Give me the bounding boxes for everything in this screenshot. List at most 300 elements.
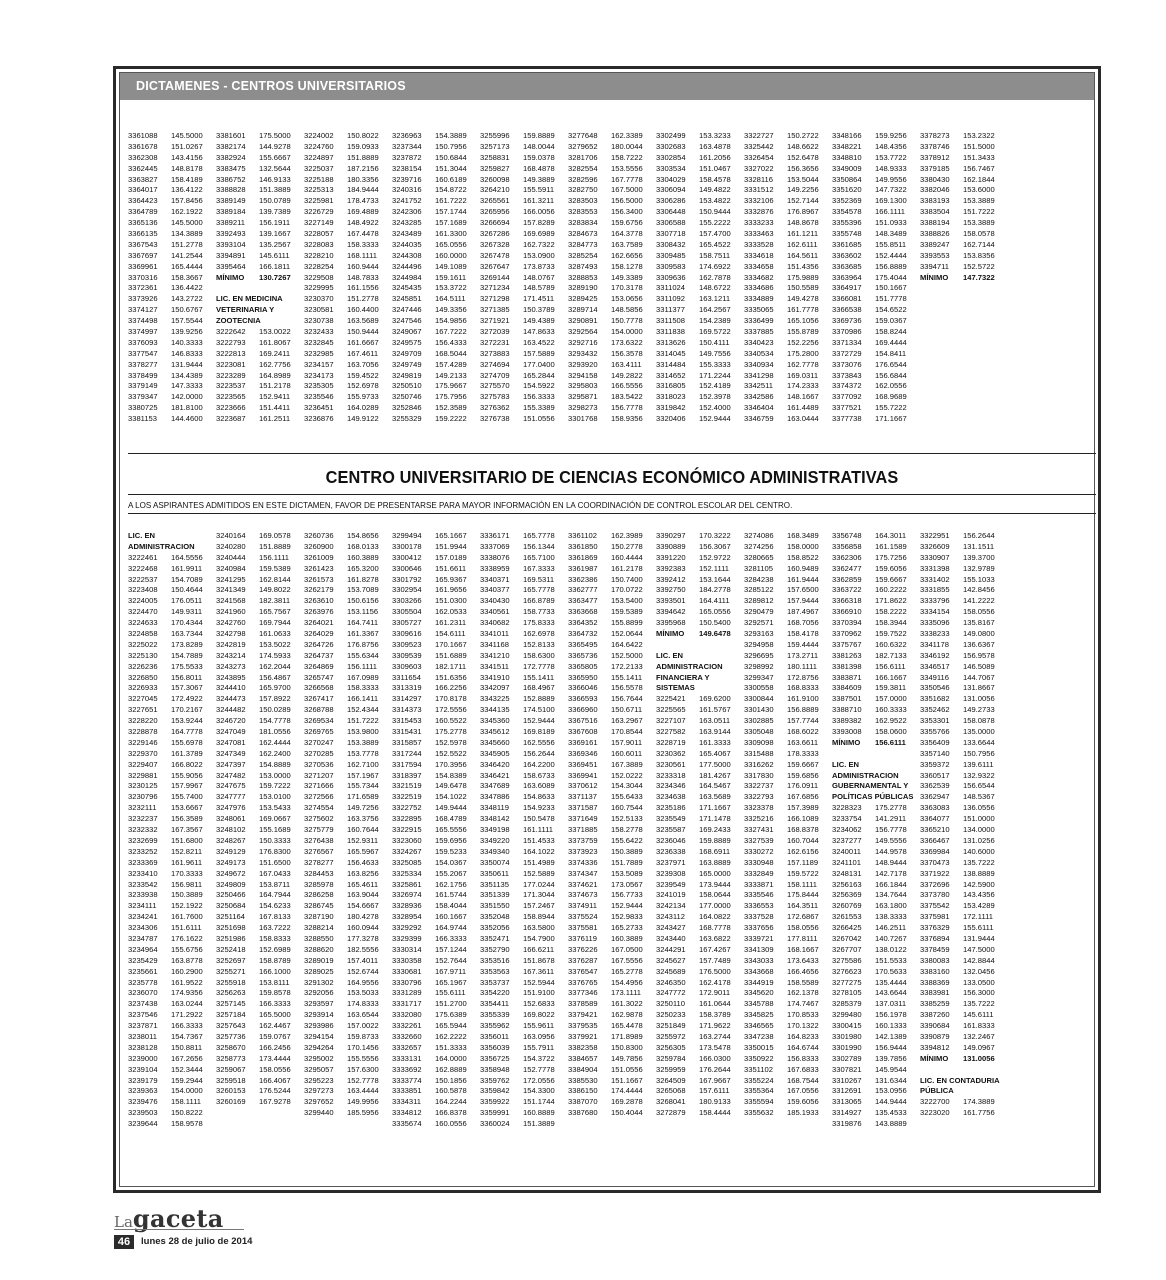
applicant-score: 176.8967 bbox=[787, 207, 819, 217]
applicant-score: 163.0244 bbox=[171, 999, 203, 1009]
applicant-row bbox=[920, 564, 1005, 575]
applicant-id: 3337528 bbox=[744, 912, 774, 922]
applicant-row bbox=[656, 760, 741, 771]
applicant-score: 184.9444 bbox=[347, 185, 379, 195]
applicant-score: 155.2222 bbox=[699, 218, 731, 228]
applicant-row bbox=[656, 999, 741, 1010]
applicant-score: 162.7144 bbox=[963, 239, 995, 249]
applicant-row bbox=[568, 988, 653, 999]
applicant-score: 149.3889 bbox=[523, 174, 555, 184]
applicant-row bbox=[392, 618, 477, 629]
applicant-row bbox=[392, 956, 477, 967]
applicant-id: 3388828 bbox=[216, 185, 246, 195]
minimum-label: MÍNIMO bbox=[216, 272, 245, 282]
applicant-row bbox=[568, 251, 653, 262]
applicant-row bbox=[744, 618, 829, 629]
applicant-id: 3363602 bbox=[832, 250, 862, 260]
applicant-id: 3222700 bbox=[920, 1097, 950, 1107]
applicant-id: 3375767 bbox=[832, 639, 862, 649]
applicant-row bbox=[744, 294, 829, 305]
applicant-score: 161.9444 bbox=[787, 574, 819, 584]
applicant-id: 3276623 bbox=[832, 966, 862, 976]
applicant-row bbox=[392, 662, 477, 673]
applicant-row bbox=[920, 673, 1005, 684]
applicant-id: 3354578 bbox=[832, 207, 862, 217]
applicant-score: 175.6389 bbox=[435, 1010, 467, 1020]
applicant-id: 3376765 bbox=[568, 977, 598, 987]
applicant-id: 3361685 bbox=[832, 239, 862, 249]
applicant-id: 3271921 bbox=[480, 316, 510, 326]
applicant-id: 3261009 bbox=[304, 552, 334, 562]
applicant-score: 139.9256 bbox=[171, 327, 203, 337]
applicant-row bbox=[304, 1076, 389, 1087]
applicant-id: 3359762 bbox=[480, 1075, 510, 1085]
applicant-score: 161.1556 bbox=[347, 283, 379, 293]
applicant-id: 3294158 bbox=[568, 370, 598, 380]
applicant-score: 174.5933 bbox=[259, 650, 291, 660]
applicant-id: 3340682 bbox=[480, 618, 510, 628]
applicant-id: 3270285 bbox=[304, 748, 334, 758]
applicant-id: 3378273 bbox=[920, 131, 950, 140]
applicant-row bbox=[128, 1065, 213, 1076]
applicant-score: 159.8578 bbox=[259, 988, 291, 998]
applicant-score: 168.1667 bbox=[787, 944, 819, 954]
applicant-row bbox=[920, 760, 1005, 771]
applicant-id: 3247349 bbox=[216, 748, 246, 758]
applicant-score: 170.5633 bbox=[875, 966, 907, 976]
applicant-id: 3274709 bbox=[480, 370, 510, 380]
applicant-id: 3249709 bbox=[392, 348, 422, 358]
applicant-score: 157.8922 bbox=[259, 694, 291, 704]
applicant-row bbox=[568, 967, 653, 978]
applicant-score: 156.4333 bbox=[435, 337, 467, 347]
applicant-score: 166.1411 bbox=[347, 694, 379, 704]
applicant-id: 3342586 bbox=[744, 392, 774, 402]
applicant-id: 3361678 bbox=[128, 141, 158, 151]
applicant-id: 3236876 bbox=[304, 414, 334, 424]
applicant-id: 3340430 bbox=[480, 596, 510, 606]
applicant-row bbox=[304, 694, 389, 705]
applicant-score: 161.2311 bbox=[435, 618, 467, 628]
applicant-id: 3370316 bbox=[128, 272, 158, 282]
results-column bbox=[392, 131, 480, 425]
applicant-score: 162.2222 bbox=[435, 1031, 467, 1041]
applicant-id: 3230561 bbox=[656, 759, 686, 769]
applicant-id: 3300178 bbox=[392, 541, 422, 551]
applicant-row bbox=[128, 251, 213, 262]
applicant-row bbox=[128, 1032, 213, 1043]
applicant-score: 160.4444 bbox=[611, 552, 643, 562]
applicant-id: 3249129 bbox=[216, 846, 246, 856]
applicant-score: 150.3789 bbox=[523, 305, 555, 315]
applicant-row bbox=[744, 912, 829, 923]
applicant-id: 3369451 bbox=[568, 759, 598, 769]
applicant-id: 3243112 bbox=[656, 912, 685, 922]
applicant-row bbox=[832, 673, 917, 684]
applicant-row bbox=[392, 705, 477, 716]
applicant-row bbox=[216, 327, 301, 338]
applicant-row bbox=[128, 607, 213, 618]
applicant-score: 154.8889 bbox=[259, 759, 291, 769]
applicant-row bbox=[304, 934, 389, 945]
applicant-row bbox=[832, 912, 917, 923]
applicant-id: 3285978 bbox=[304, 879, 334, 889]
applicant-score: 154.9856 bbox=[435, 316, 467, 326]
applicant-row bbox=[216, 1076, 301, 1087]
applicant-score: 154.5922 bbox=[523, 381, 555, 391]
applicant-id: 3240444 bbox=[216, 552, 246, 562]
applicant-score: 154.3300 bbox=[523, 1086, 555, 1096]
applicant-row bbox=[480, 596, 565, 607]
applicant-score: 148.6622 bbox=[787, 141, 819, 151]
applicant-score: 158.4444 bbox=[699, 1108, 731, 1118]
applicant-row bbox=[304, 825, 389, 836]
applicant-id: 3343225 bbox=[480, 694, 510, 704]
applicant-score: 163.4878 bbox=[699, 141, 731, 151]
applicant-row bbox=[392, 1119, 477, 1130]
applicant-id: 3395968 bbox=[656, 618, 686, 628]
applicant-row bbox=[656, 890, 741, 901]
applicant-score: 151.2778 bbox=[347, 294, 379, 304]
applicant-score: 154.6667 bbox=[347, 901, 379, 911]
applicant-id: 3224002 bbox=[304, 131, 334, 140]
applicant-score: 156.3578 bbox=[611, 348, 643, 358]
applicant-id: 3330681 bbox=[392, 966, 422, 976]
applicant-row bbox=[920, 749, 1005, 760]
applicant-id: 3301792 bbox=[392, 574, 422, 584]
applicant-row bbox=[920, 890, 1005, 901]
program-heading: ZOOTECNIA bbox=[216, 316, 261, 326]
applicant-row bbox=[128, 316, 213, 327]
applicant-row bbox=[568, 662, 653, 673]
applicant-row bbox=[920, 836, 1005, 847]
applicant-score: 154.3044 bbox=[611, 781, 643, 791]
applicant-row bbox=[920, 585, 1005, 596]
applicant-id: 3293163 bbox=[744, 629, 774, 639]
applicant-row bbox=[392, 338, 477, 349]
applicant-id: 3373843 bbox=[832, 370, 862, 380]
applicant-score: 151.6500 bbox=[259, 857, 291, 867]
applicant-row bbox=[304, 262, 389, 273]
applicant-row bbox=[832, 218, 917, 229]
applicant-row bbox=[920, 934, 1005, 945]
applicant-id: 3332657 bbox=[392, 1042, 422, 1052]
applicant-score: 154.0000 bbox=[611, 327, 643, 337]
applicant-id: 3362477 bbox=[832, 563, 862, 573]
applicant-score: 160.1667 bbox=[435, 912, 467, 922]
program-heading: PÚBLICA bbox=[920, 1086, 954, 1096]
applicant-row bbox=[480, 283, 565, 294]
applicant-id: 3363083 bbox=[920, 803, 950, 813]
applicant-id: 3334154 bbox=[920, 607, 950, 617]
applicant-id: 3383160 bbox=[920, 966, 950, 976]
applicant-row bbox=[392, 999, 477, 1010]
applicant-row bbox=[920, 1010, 1005, 1021]
results-column bbox=[480, 131, 568, 425]
applicant-id: 3244291 bbox=[656, 944, 686, 954]
applicant-row bbox=[480, 705, 565, 716]
applicant-score: 152.9444 bbox=[523, 716, 555, 726]
applicant-row bbox=[216, 229, 301, 240]
applicant-id: 3369736 bbox=[832, 316, 862, 326]
applicant-row bbox=[656, 142, 741, 153]
applicant-row bbox=[392, 294, 477, 305]
applicant-row bbox=[656, 1065, 741, 1076]
applicant-score: 152.6978 bbox=[347, 381, 379, 391]
applicant-id: 3303266 bbox=[392, 596, 422, 606]
applicant-id: 3247777 bbox=[216, 792, 246, 802]
applicant-id: 3378746 bbox=[920, 141, 950, 151]
applicant-row bbox=[832, 607, 917, 618]
applicant-row bbox=[568, 803, 653, 814]
applicant-row bbox=[480, 683, 565, 694]
applicant-id: 3395464 bbox=[216, 261, 246, 271]
applicant-row bbox=[392, 1032, 477, 1043]
applicant-score: 135.4533 bbox=[875, 1108, 907, 1118]
applicant-score: 160.6322 bbox=[875, 639, 907, 649]
applicant-row bbox=[920, 262, 1005, 273]
applicant-row bbox=[480, 553, 565, 564]
applicant-row bbox=[216, 803, 301, 814]
applicant-score: 157.1967 bbox=[347, 770, 379, 780]
applicant-id: 3335674 bbox=[392, 1119, 422, 1129]
applicant-id: 3250510 bbox=[392, 381, 422, 391]
applicant-score: 156.5578 bbox=[611, 683, 643, 693]
applicant-row bbox=[920, 956, 1005, 967]
program-heading: LIC. EN bbox=[656, 650, 684, 660]
applicant-score: 158.4578 bbox=[699, 174, 731, 184]
applicant-id: 3334889 bbox=[744, 294, 774, 304]
applicant-score: 172.8756 bbox=[787, 672, 819, 682]
applicant-id: 3305504 bbox=[392, 607, 422, 617]
applicant-row bbox=[832, 283, 917, 294]
applicant-id: 3225188 bbox=[304, 174, 334, 184]
applicant-id: 3287190 bbox=[304, 912, 334, 922]
applicant-id: 3351102 bbox=[744, 1064, 773, 1074]
applicant-row bbox=[216, 542, 301, 553]
applicant-id: 3393553 bbox=[920, 250, 950, 260]
applicant-row bbox=[304, 381, 389, 392]
applicant-score: 158.5589 bbox=[787, 977, 819, 987]
spacer-row bbox=[920, 1065, 1005, 1076]
applicant-score: 158.8789 bbox=[259, 955, 291, 965]
applicant-id: 3355748 bbox=[832, 229, 862, 239]
applicant-id: 3382358 bbox=[568, 1042, 598, 1052]
applicant-row bbox=[744, 738, 829, 749]
applicant-row bbox=[216, 651, 301, 662]
program-heading: ADMINISTRACION bbox=[832, 770, 899, 780]
applicant-row bbox=[832, 207, 917, 218]
applicant-score: 157.6111 bbox=[699, 1086, 730, 1096]
applicant-row bbox=[480, 371, 565, 382]
applicant-row bbox=[832, 131, 917, 142]
applicant-row bbox=[216, 196, 301, 207]
applicant-score: 162.9878 bbox=[611, 1010, 643, 1020]
applicant-id: 3309583 bbox=[656, 261, 686, 271]
applicant-score: 157.4289 bbox=[435, 359, 467, 369]
applicant-id: 3284773 bbox=[568, 239, 598, 249]
applicant-score: 174.9356 bbox=[171, 988, 203, 998]
applicant-row bbox=[656, 403, 741, 414]
applicant-score: 167.6833 bbox=[787, 1064, 819, 1074]
applicant-row bbox=[568, 869, 653, 880]
applicant-row bbox=[392, 273, 477, 284]
applicant-score: 156.7778 bbox=[875, 825, 907, 835]
applicant-row bbox=[128, 825, 213, 836]
applicant-id: 3300844 bbox=[744, 694, 774, 704]
applicant-id: 3251849 bbox=[656, 1021, 686, 1031]
applicant-id: 3378589 bbox=[568, 999, 598, 1009]
applicant-score: 149.3356 bbox=[435, 305, 467, 315]
applicant-id: 3383475 bbox=[216, 163, 246, 173]
applicant-score: 153.9244 bbox=[171, 716, 203, 726]
applicant-id: 3389211 bbox=[216, 218, 245, 228]
applicant-score: 160.9489 bbox=[787, 563, 819, 573]
applicant-row bbox=[216, 381, 301, 392]
applicant-row bbox=[480, 836, 565, 847]
applicant-id: 3224633 bbox=[128, 618, 158, 628]
applicant-row bbox=[304, 196, 389, 207]
applicant-id: 3230581 bbox=[304, 305, 334, 315]
applicant-row bbox=[128, 683, 213, 694]
applicant-score: 169.7944 bbox=[259, 618, 291, 628]
applicant-id: 3293432 bbox=[568, 348, 598, 358]
applicant-score: 168.5044 bbox=[435, 348, 467, 358]
applicant-id: 3229995 bbox=[304, 283, 334, 293]
applicant-row bbox=[920, 196, 1005, 207]
applicant-score: 173.8289 bbox=[171, 639, 203, 649]
applicant-score: 155.7344 bbox=[347, 781, 379, 791]
applicant-id: 3345612 bbox=[480, 727, 510, 737]
applicant-row bbox=[216, 251, 301, 262]
applicant-id: 3322793 bbox=[744, 792, 774, 802]
applicant-score: 157.5889 bbox=[523, 348, 555, 358]
applicant-id: 3260169 bbox=[216, 1097, 246, 1107]
applicant-id: 3333528 bbox=[744, 239, 774, 249]
applicant-score: 164.5556 bbox=[171, 552, 203, 562]
applicant-row bbox=[656, 814, 741, 825]
applicant-id: 3235546 bbox=[304, 392, 334, 402]
applicant-score: 152.4000 bbox=[699, 403, 731, 413]
applicant-score: 162.3989 bbox=[611, 531, 643, 540]
applicant-score: 177.0244 bbox=[523, 879, 555, 889]
applicant-id: 3337656 bbox=[744, 923, 774, 933]
applicant-id: 3369346 bbox=[568, 748, 598, 758]
applicant-row bbox=[392, 596, 477, 607]
applicant-id: 3232237 bbox=[128, 814, 158, 824]
applicant-row bbox=[392, 683, 477, 694]
applicant-row bbox=[304, 131, 389, 142]
applicant-row bbox=[392, 392, 477, 403]
applicant-score: 167.0556 bbox=[787, 1086, 819, 1096]
applicant-row bbox=[744, 1076, 829, 1087]
applicant-id: 3355224 bbox=[744, 1075, 774, 1085]
applicant-id: 3243427 bbox=[656, 923, 686, 933]
applicant-id: 3272231 bbox=[480, 337, 510, 347]
applicant-row bbox=[304, 945, 389, 956]
applicant-id: 3235186 bbox=[656, 803, 686, 813]
applicant-score: 158.4178 bbox=[787, 629, 819, 639]
applicant-row bbox=[920, 553, 1005, 564]
applicant-row bbox=[392, 564, 477, 575]
applicant-score: 157.1744 bbox=[435, 207, 467, 217]
applicant-row bbox=[568, 207, 653, 218]
applicant-id: 3388826 bbox=[920, 229, 950, 239]
applicant-score: 152.5978 bbox=[435, 737, 467, 747]
applicant-id: 3291302 bbox=[304, 977, 334, 987]
applicant-score: 164.8233 bbox=[787, 1031, 819, 1041]
applicant-score: 166.8378 bbox=[435, 1108, 467, 1118]
applicant-row bbox=[568, 371, 653, 382]
applicant-id: 3340534 bbox=[744, 348, 774, 358]
applicant-score: 151.7778 bbox=[875, 294, 907, 304]
applicant-id: 3257184 bbox=[216, 1010, 246, 1020]
applicant-score: 150.8300 bbox=[611, 1042, 643, 1052]
applicant-id: 3346517 bbox=[920, 661, 950, 671]
applicant-row bbox=[568, 185, 653, 196]
section-header: DICTAMENES - CENTROS UNIVERSITARIOS bbox=[120, 73, 1094, 100]
applicant-id: 3373923 bbox=[568, 846, 598, 856]
applicant-score: 158.0878 bbox=[963, 716, 995, 726]
applicant-score: 157.0022 bbox=[347, 1021, 379, 1031]
applicant-score: 144.9578 bbox=[875, 846, 907, 856]
applicant-row bbox=[832, 294, 917, 305]
applicant-row bbox=[568, 294, 653, 305]
applicant-row bbox=[480, 694, 565, 705]
applicant-row bbox=[920, 694, 1005, 705]
applicant-id: 3335546 bbox=[744, 890, 774, 900]
applicant-row bbox=[568, 880, 653, 891]
applicant-row bbox=[744, 218, 829, 229]
applicant-id: 3230362 bbox=[656, 748, 686, 758]
applicant-row bbox=[480, 901, 565, 912]
applicant-row bbox=[744, 847, 829, 858]
applicant-id: 3305048 bbox=[744, 727, 774, 737]
applicant-id: 3340371 bbox=[480, 574, 510, 584]
applicant-score: 152.4189 bbox=[699, 381, 731, 391]
applicant-score: 155.1411 bbox=[611, 672, 643, 682]
applicant-score: 166.1111 bbox=[875, 207, 905, 217]
applicant-id: 3226236 bbox=[128, 661, 158, 671]
applicant-row bbox=[656, 836, 741, 847]
applicant-score: 174.7467 bbox=[787, 999, 819, 1009]
applicant-score: 177.3278 bbox=[347, 933, 379, 943]
applicant-id: 3249067 bbox=[392, 327, 422, 337]
applicant-row bbox=[480, 651, 565, 662]
applicant-id: 3237344 bbox=[392, 141, 422, 151]
applicant-score: 171.1478 bbox=[699, 814, 731, 824]
applicant-score: 149.9122 bbox=[347, 414, 379, 424]
applicant-row bbox=[128, 1010, 213, 1021]
applicant-score: 131.0256 bbox=[963, 835, 995, 845]
applicant-id: 3373780 bbox=[920, 890, 950, 900]
applicant-score: 151.6356 bbox=[435, 672, 467, 682]
applicant-score: 153.0100 bbox=[259, 792, 291, 802]
applicant-score: 169.4444 bbox=[875, 337, 907, 347]
applicant-row bbox=[480, 618, 565, 629]
applicant-row bbox=[656, 414, 741, 425]
applicant-row bbox=[480, 1076, 565, 1087]
applicant-row bbox=[744, 999, 829, 1010]
applicant-row bbox=[568, 414, 653, 425]
applicant-score: 159.2944 bbox=[171, 1075, 203, 1085]
applicant-score: 162.7100 bbox=[347, 759, 379, 769]
applicant-score: 143.8889 bbox=[875, 1119, 907, 1129]
applicant-id: 3319876 bbox=[832, 1119, 862, 1129]
applicant-id: 3341298 bbox=[744, 370, 774, 380]
applicant-id: 3276738 bbox=[480, 414, 510, 424]
applicant-row bbox=[216, 164, 301, 175]
